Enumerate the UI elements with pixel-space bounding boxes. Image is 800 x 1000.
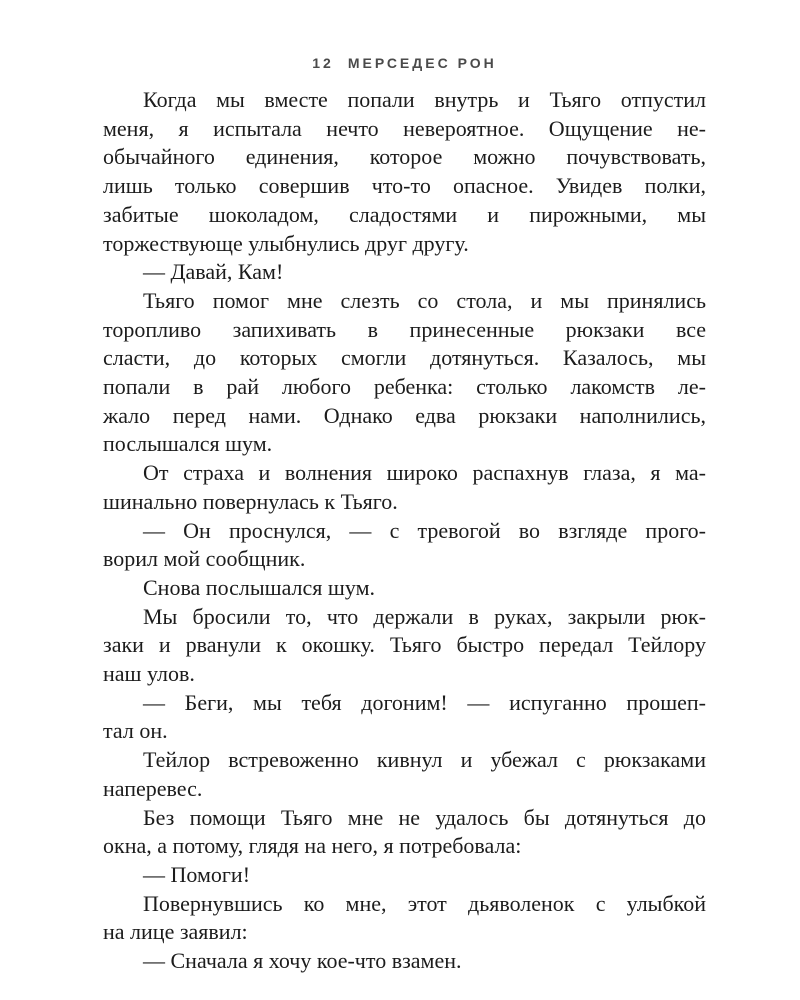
text-line: забитые шоколадом, сладостями и пирожными, мы	[103, 201, 706, 227]
text-line: шинально повернулась к Тьяго.	[103, 488, 398, 514]
text-line: торжествующе улыбнулись друг другу.	[103, 230, 469, 256]
paragraph	[103, 603, 706, 689]
paragraph	[103, 86, 706, 258]
text-line: сласти, до которых смогли дотянуться. Казалось, мы	[103, 345, 706, 371]
text-line: Без помощи Тьяго мне не удалось бы дотянуться до	[143, 804, 706, 830]
paragraph	[103, 861, 706, 890]
paragraph	[103, 517, 706, 574]
paragraph	[103, 574, 706, 603]
paragraph	[103, 258, 706, 287]
text-line: ворил мой сообщник.	[103, 546, 306, 572]
body-text	[103, 86, 706, 976]
text-line: меня, я испытала нечто невероятное. Ощущение не-	[103, 115, 706, 141]
text-line: Тьяго помог мне слезть со стола, и мы принялись	[143, 287, 706, 313]
text-line: Тейлор встревоженно кивнул и убежал с рюкзаками	[143, 747, 706, 773]
text-line: заки и рванули к окошку. Тьяго быстро передал Тейлору	[103, 632, 706, 658]
text-line: — Беги, мы тебя догоним! — испуганно прошеп-	[143, 689, 706, 715]
running-head	[103, 52, 706, 74]
paragraph	[103, 689, 706, 746]
author-name: МЕРСЕДЕС РОН	[347, 55, 497, 71]
paragraph	[103, 287, 706, 459]
text-line: окна, а потому, глядя на него, я потребовала:	[103, 833, 522, 859]
text-line: Мы бросили то, что держали в руках, закрыли рюк-	[143, 603, 706, 629]
text-line: тал он.	[103, 718, 168, 744]
paragraph	[103, 947, 706, 976]
text-line: наш улов.	[103, 661, 195, 687]
page-number: 12	[312, 55, 334, 71]
paragraph	[103, 746, 706, 803]
book-page	[103, 52, 706, 976]
paragraph	[103, 890, 706, 947]
text-line: лишь только совершив что-то опасное. Увидев полки,	[103, 173, 706, 199]
text-line: послышался шум.	[103, 431, 273, 457]
text-line: Повернувшись ко мне, этот дьяволенок с улыбкой	[143, 890, 706, 916]
text-line: торопливо запихивать в принесенные рюкзаки все	[103, 316, 706, 342]
text-line: Снова послышался шум.	[143, 574, 375, 600]
text-line: Когда мы вместе попали внутрь и Тьяго отпустил	[143, 87, 706, 112]
text-line: на лице заявил:	[103, 919, 248, 945]
paragraph	[103, 804, 706, 861]
text-line: — Давай, Кам!	[143, 259, 284, 285]
text-line: обычайного единения, которое можно почувствовать,	[103, 144, 706, 170]
text-line: — Сначала я хочу кое-что взамен.	[143, 948, 462, 974]
text-line: наперевес.	[103, 775, 203, 801]
text-line: жало перед нами. Однако едва рюкзаки наполнились,	[103, 402, 706, 428]
paragraph	[103, 459, 706, 516]
text-line: — Помоги!	[143, 861, 251, 887]
text-line: попали в рай любого ребенка: столько лакомств ле-	[103, 374, 706, 400]
text-line: — Он проснулся, — с тревогой во взгляде прого-	[143, 517, 706, 543]
text-line: От страха и волнения широко распахнув глаза, я ма-	[143, 460, 706, 486]
